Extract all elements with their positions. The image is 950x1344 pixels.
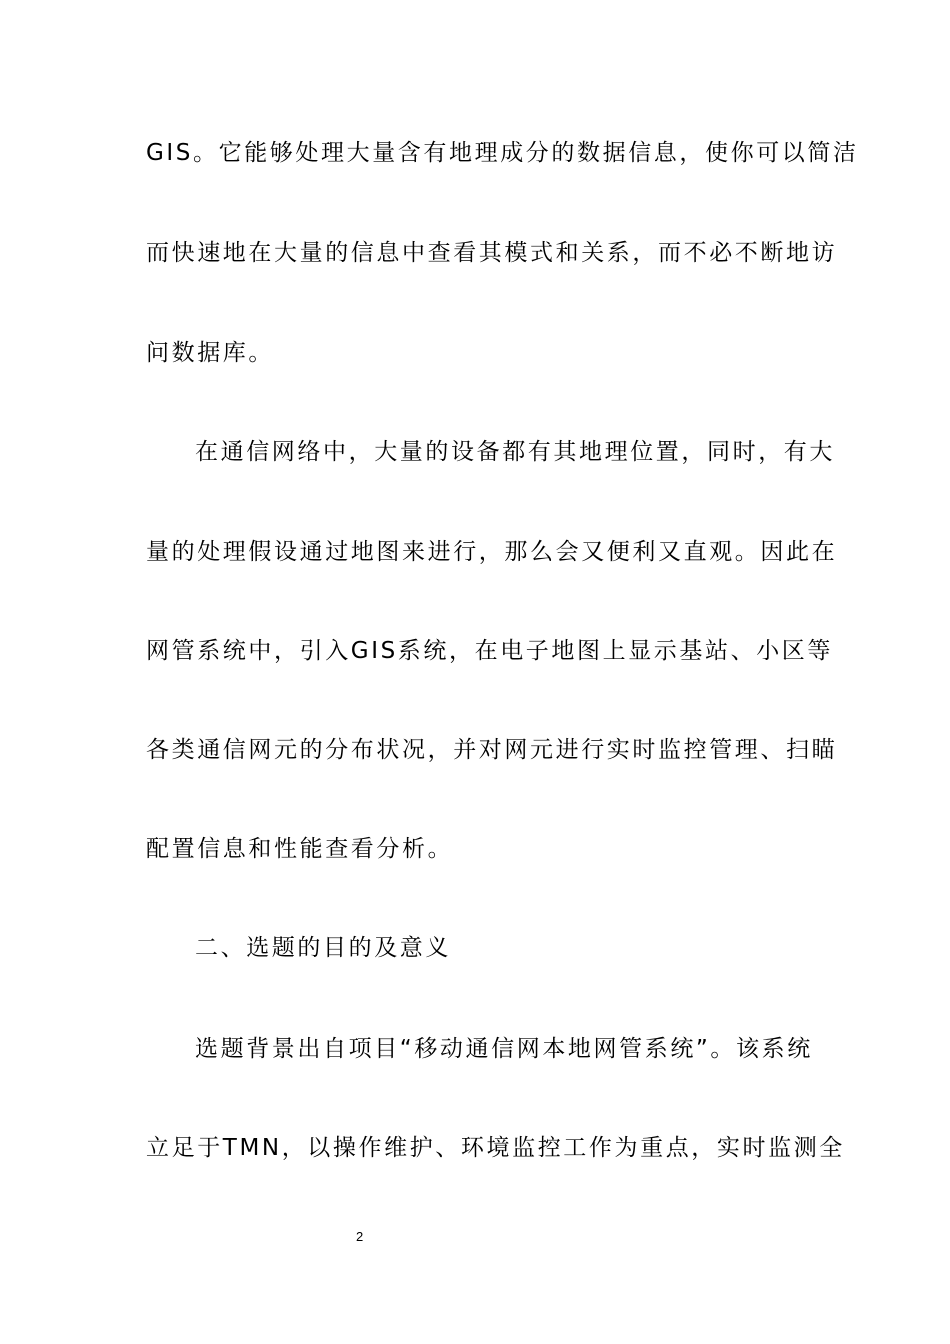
paragraph-line: 问数据库。 (146, 340, 274, 366)
paragraph-line: 选题背景出自项目“移动通信网本地网管系统”。该系统 (195, 1036, 813, 1062)
paragraph-line: 配置信息和性能查看分析。 (146, 836, 454, 862)
paragraph-line: 而快速地在大量的信息中查看其模式和关系，而不必不断地访 (146, 240, 838, 266)
paragraph-line: GIS。它能够处理大量含有地理成分的数据信息，使你可以简洁 (146, 140, 859, 166)
paragraph-line: 立足于TMN，以操作维护、环境监控工作为重点，实时监测全 (146, 1135, 845, 1161)
page-number: 2 (356, 1229, 364, 1244)
paragraph-line: 网管系统中，引入GIS系统，在电子地图上显示基站、小区等 (146, 638, 834, 664)
paragraph-line: 量的处理假设通过地图来进行，那么会又便利又直观。因此在 (146, 539, 838, 565)
section-heading: 二、选题的目的及意义 (195, 935, 451, 961)
paragraph-line: 各类通信网元的分布状况，并对网元进行实时监控管理、扫瞄 (146, 737, 838, 763)
paragraph-line: 在通信网络中，大量的设备都有其地理位置，同时，有大 (195, 439, 835, 465)
